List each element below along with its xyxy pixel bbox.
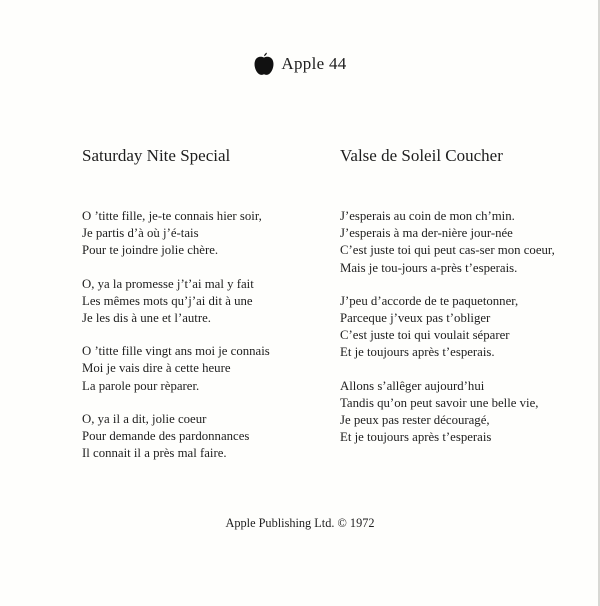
song-title: Valse de Soleil Coucher <box>340 146 503 165</box>
lyric-line: C’est juste toi qui voulait séparer <box>340 328 510 343</box>
lyric-line: O, ya il a dit, jolie coeur <box>82 411 207 426</box>
page-header <box>0 52 600 76</box>
lyric-line: Mais je tou-jours a-près t’esperais. <box>340 260 518 275</box>
song-column-left <box>82 146 332 478</box>
lyric-line: O ’titte fille, je-te connais hier soir, <box>82 209 262 223</box>
lyric-line: Parceque j’veux pas t’obliger <box>340 311 491 326</box>
lyric-line: Je les dis à une et l’autre. <box>82 311 211 326</box>
lyric-line: J’esperais à ma der-nière jour-née <box>340 226 513 241</box>
stanza <box>340 293 585 362</box>
lyric-line: Il connait il a près mal faire. <box>82 446 227 461</box>
lyric-line: Et je toujours après t’esperais <box>340 430 492 445</box>
lyric-line: La parole pour rèparer. <box>82 378 200 393</box>
song-title: Saturday Nite Special <box>82 146 231 165</box>
page-label: Apple 44 <box>281 54 347 73</box>
lyric-line: J’peu d’accorde de te paquetonner, <box>340 293 519 308</box>
lyric-line: O ’titte fille vingt ans moi je connais <box>82 344 270 359</box>
lyric-line: Je partis d’à où j’é-tais <box>82 226 199 241</box>
lyric-line: Je peux pas rester découragé, <box>340 413 490 428</box>
lyric-line: Moi je vais dire à cette heure <box>82 361 231 376</box>
copyright-footer: Apple Publishing Ltd. © 1972 <box>225 516 375 530</box>
song-column-right <box>340 146 585 462</box>
lyric-line: Et je toujours après t’esperais. <box>340 345 495 360</box>
lyric-line: Allons s’allêger aujourd’hui <box>340 378 485 393</box>
stanza <box>82 411 332 463</box>
stanza <box>82 208 332 260</box>
lyric-line: C’est juste toi qui peut cas-ser mon coeur, <box>340 243 555 258</box>
stanza <box>82 343 332 395</box>
stanza <box>82 276 332 328</box>
stanza <box>340 208 585 277</box>
lyric-line: Pour demande des pardonnances <box>82 429 250 444</box>
stanza <box>340 378 585 447</box>
lyric-line: O, ya la promesse j’t’ai mal y fait <box>82 276 254 291</box>
lyric-line: Pour te joindre jolie chère. <box>82 243 219 258</box>
lyric-line: Tandis qu’on peut savoir une belle vie, <box>340 395 539 410</box>
lyric-line: J’esperais au coin de mon ch’min. <box>340 209 515 223</box>
apple-icon <box>253 52 275 76</box>
lyric-line: Les mêmes mots qu’j’ai dit à une <box>82 293 253 308</box>
